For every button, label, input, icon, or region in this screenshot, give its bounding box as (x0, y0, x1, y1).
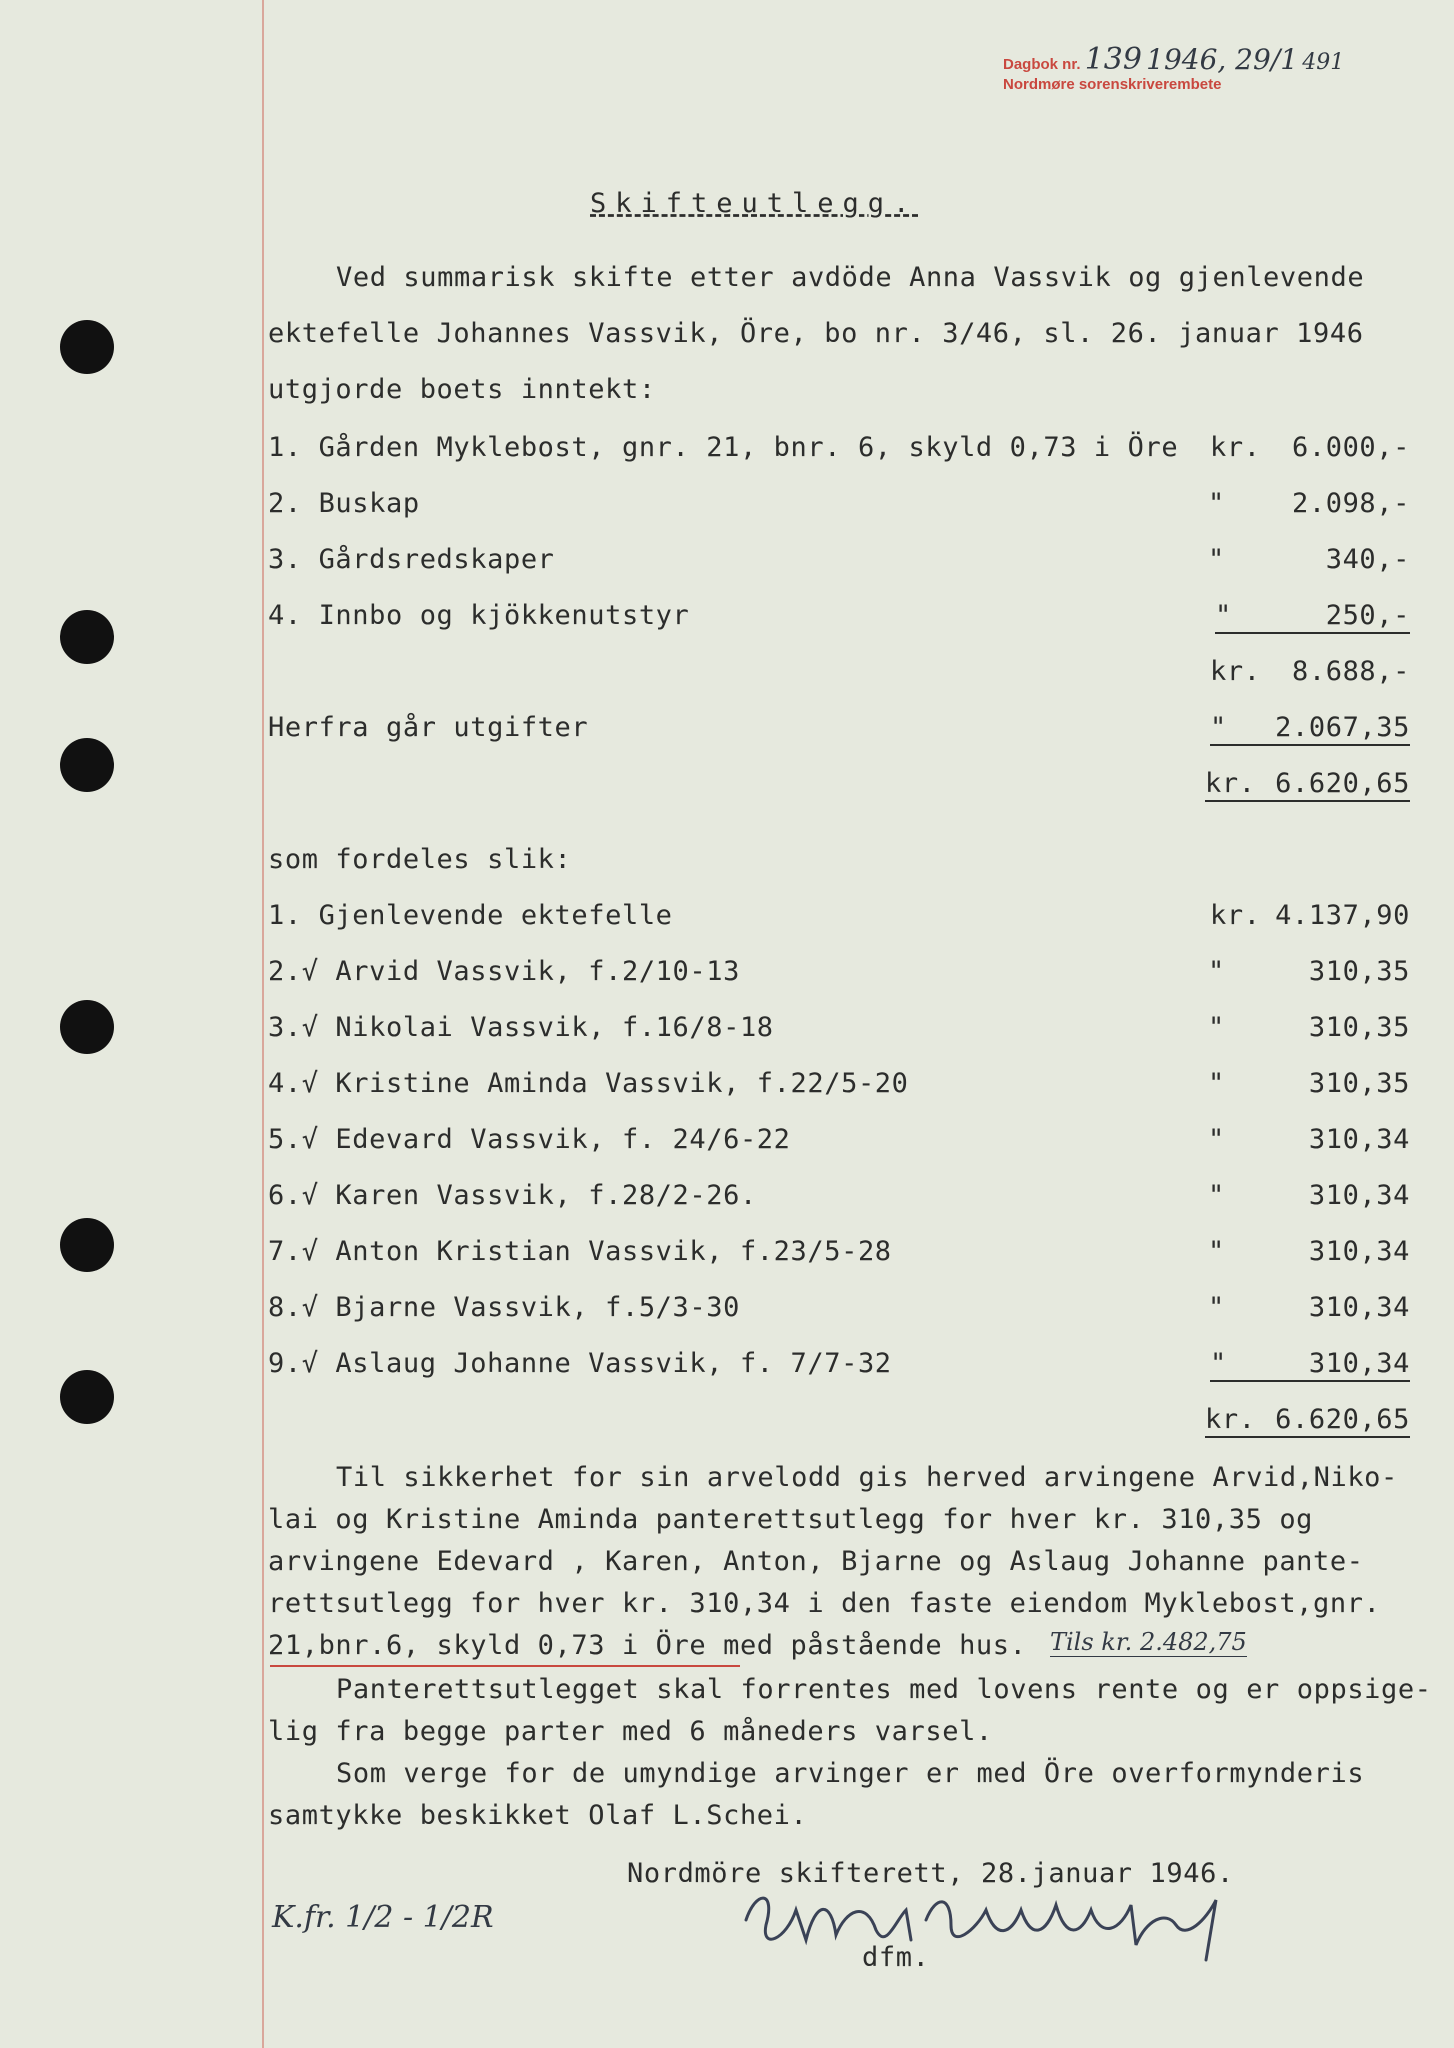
ditto-mark: " (1208, 1068, 1225, 1099)
paragraph-line: samtykke beskikket Olaf L.Schei. (268, 1800, 808, 1831)
margin-line (262, 0, 264, 2048)
ditto-mark: " (1210, 712, 1227, 743)
distribution-total-value: 6.620,65 (1275, 1404, 1410, 1435)
currency-prefix: kr. (1210, 900, 1261, 931)
paragraph-line: arvingene Edevard , Karen, Anton, Bjarne og Aslaug Johanne pante- (268, 1546, 1364, 1577)
income-item: 3. Gårdsredskaper (268, 544, 555, 575)
stamp-number: 139 (1084, 42, 1142, 77)
punch-hole (60, 320, 114, 374)
heir-amount (1210, 1348, 1410, 1382)
heir-amount: 310,34 (1308, 1124, 1410, 1155)
income-amount-value: 250,- (1325, 600, 1410, 631)
intro-line: Ved summarisk skifte etter avdöde Anna Vassvik og gjenlevende (336, 262, 1365, 293)
distribution-row (268, 1012, 1418, 1048)
income-row (268, 432, 1418, 468)
income-amount: 340,- (1325, 544, 1410, 575)
income-item: 4. Innbo og kjökkenutstyr (268, 600, 690, 631)
distribution-row (268, 900, 1418, 936)
paragraph-line: Til sikkerhet for sin arvelodd gis herved arvingene Arvid,Niko- (336, 1462, 1398, 1493)
distribution-row (268, 1180, 1418, 1216)
ditto-mark: " (1208, 488, 1225, 519)
punch-hole (60, 1370, 114, 1424)
income-item: 1. Gården Myklebost, gnr. 21, bnr. 6, skyld 0,73 i Öre (268, 432, 1179, 463)
signature (736, 1880, 1296, 1970)
punch-hole (60, 1218, 114, 1272)
income-row (268, 544, 1418, 580)
expenses-amount (1210, 712, 1410, 746)
heir-entry: 3.√ Nikolai Vassvik, f.16/8-18 (268, 1012, 774, 1043)
heir-entry: 9.√ Aslaug Johanne Vassvik, f. 7/7-32 (268, 1348, 892, 1379)
stamp-label: Dagbok nr. (1003, 56, 1081, 73)
distribution-total-row (268, 1404, 1418, 1440)
paragraph-line: rettsutlegg for hver kr. 310,34 i den faste eiendom Myklebost,gnr. (268, 1588, 1381, 1619)
heir-amount-value: 310,34 (1308, 1348, 1410, 1379)
currency-prefix: kr. (1205, 768, 1256, 799)
distribution-row (268, 1236, 1418, 1272)
heir-entry: 5.√ Edevard Vassvik, f. 24/6-22 (268, 1124, 791, 1155)
heir-amount: 310,35 (1308, 1012, 1410, 1043)
net-total (1205, 768, 1410, 802)
heir-entry: 1. Gjenlevende ektefelle (268, 900, 673, 931)
expenses-amount-value: 2.067,35 (1275, 712, 1410, 743)
distribution-row (268, 1124, 1418, 1160)
heir-amount: 310,34 (1308, 1236, 1410, 1267)
expenses-label: Herfra går utgifter (268, 712, 589, 743)
income-total: 8.688,- (1292, 656, 1410, 687)
paragraph-line: lig fra begge parter med 6 måneders varsel. (268, 1716, 993, 1747)
distribution-row (268, 956, 1418, 992)
heir-entry: 6.√ Karen Vassvik, f.28/2-26. (268, 1180, 757, 1211)
paragraph-line: Panterettsutlegget skal forrentes med lovens rente og er oppsige- (336, 1674, 1432, 1705)
heir-amount: 310,34 (1308, 1180, 1410, 1211)
currency-prefix: kr. (1205, 1404, 1256, 1435)
paragraph-line: 21,bnr.6, skyld 0,73 i Öre med påstående hus. (268, 1630, 1027, 1661)
heir-amount: 310,34 (1308, 1292, 1410, 1323)
currency-prefix: kr. (1210, 656, 1261, 687)
distribution-total (1205, 1404, 1410, 1438)
income-amount (1215, 600, 1410, 634)
intro-line: utgjorde boets inntekt: (268, 374, 656, 405)
heir-amount: 4.137,90 (1275, 900, 1410, 931)
punch-hole (60, 610, 114, 664)
net-total-row (268, 768, 1418, 804)
ditto-mark: " (1208, 1012, 1225, 1043)
distribution-row (268, 1292, 1418, 1328)
heir-amount: 310,35 (1308, 1068, 1410, 1099)
ditto-mark: " (1208, 544, 1225, 575)
ditto-mark: " (1208, 956, 1225, 987)
place-date: Nordmöre skifterett, 28.januar 1946. (627, 1858, 1234, 1889)
intro-line: ektefelle Johannes Vassvik, Öre, bo nr. 3/46, sl. 26. januar 1946 (268, 318, 1364, 349)
income-total-row (268, 656, 1418, 692)
heir-entry: 7.√ Anton Kristian Vassvik, f.23/5-28 (268, 1236, 892, 1267)
registry-stamp (1003, 42, 1344, 77)
heir-entry: 4.√ Kristine Aminda Vassvik, f.22/5-20 (268, 1068, 909, 1099)
punch-hole (60, 738, 114, 792)
ditto-mark: " (1210, 1348, 1227, 1379)
punch-hole (60, 1000, 114, 1054)
stamp-office: Nordmøre sorenskriverembete (1003, 76, 1222, 93)
heir-entry: 8.√ Bjarne Vassvik, f.5/3-30 (268, 1292, 740, 1323)
ditto-mark: " (1208, 1124, 1225, 1155)
paragraph-line: lai og Kristine Aminda panterettsutlegg for hver kr. 310,35 og (268, 1504, 1314, 1535)
heir-entry: 2.√ Arvid Vassvik, f.2/10-13 (268, 956, 740, 987)
ditto-mark: " (1208, 1236, 1225, 1267)
paragraph-line: Som verge for de umyndige arvinger er med Öre overformynderis (336, 1758, 1365, 1789)
income-amount: 2.098,- (1292, 488, 1410, 519)
handwritten-initials: K.fr. 1/2 - 1/2R (272, 1900, 494, 1935)
net-total-value: 6.620,65 (1275, 768, 1410, 799)
income-row (268, 488, 1418, 524)
ditto-mark: " (1208, 1180, 1225, 1211)
red-underline (270, 1665, 740, 1667)
handwritten-note: Tils kr. 2.482,75 (1050, 1628, 1247, 1656)
income-item: 2. Buskap (268, 488, 420, 519)
document-title: Skifteutlegg. (590, 188, 919, 219)
signature-title: dfm. (862, 1942, 930, 1973)
distribution-heading: som fordeles slik: (268, 844, 572, 875)
ditto-mark: " (1215, 600, 1232, 631)
distribution-row (268, 1068, 1418, 1104)
currency-prefix: kr. (1210, 432, 1261, 463)
page-number: 491 (1302, 50, 1345, 75)
income-amount: 6.000,- (1292, 432, 1410, 463)
ditto-mark: " (1208, 1292, 1225, 1323)
stamp-date: 1946, 29/1 (1146, 43, 1299, 76)
expenses-row (268, 712, 1418, 748)
heir-amount: 310,35 (1308, 956, 1410, 987)
distribution-row (268, 1348, 1418, 1384)
income-row (268, 600, 1418, 636)
